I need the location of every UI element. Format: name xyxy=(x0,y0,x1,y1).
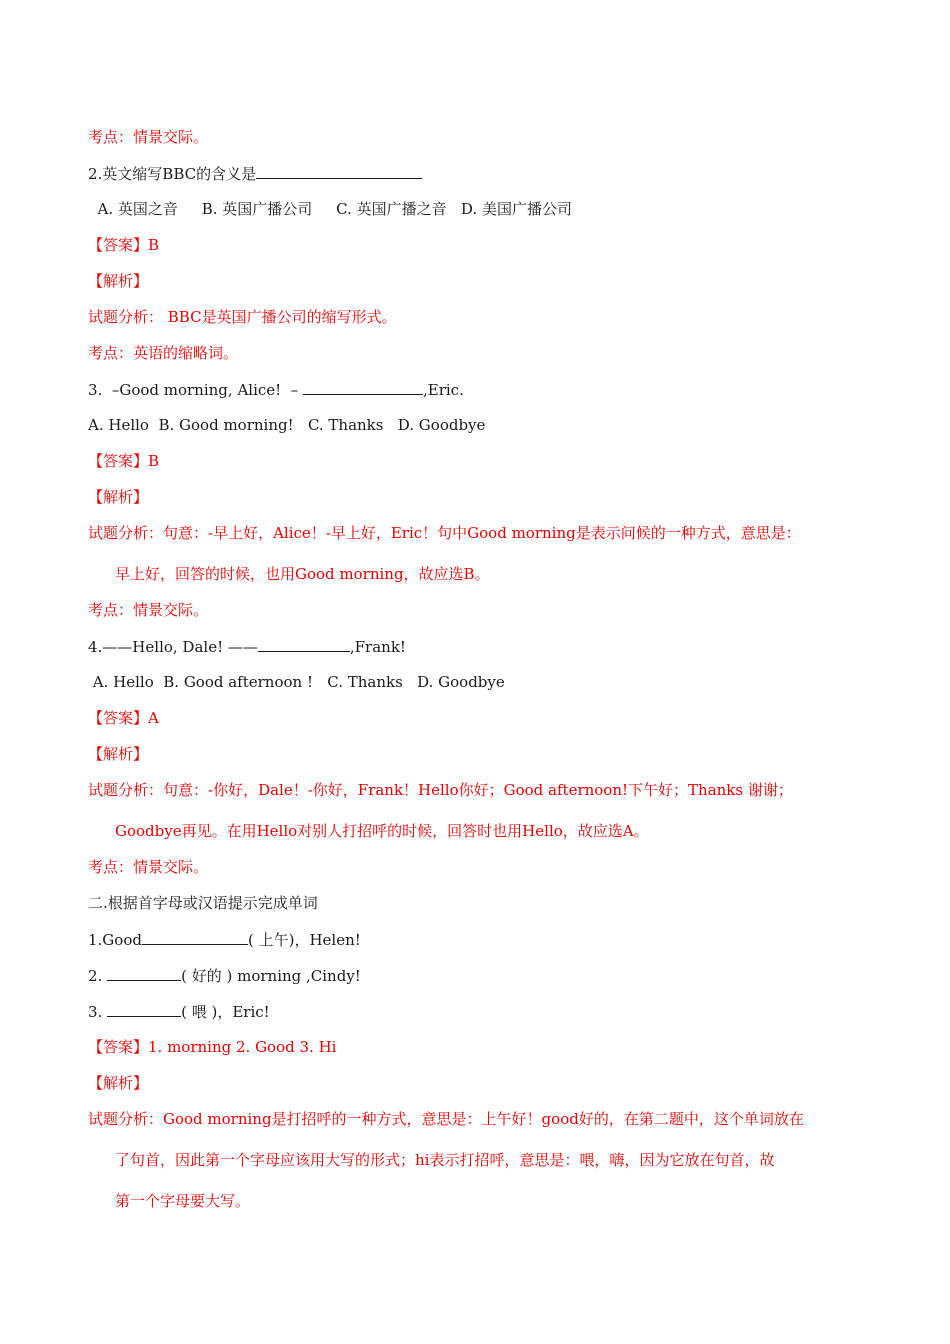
analysis-text: 试题分析： BBC是英国广播公司的缩写形式。 xyxy=(88,308,397,326)
answer-label: 【答案】1. morning 2. Good 3. Hi xyxy=(88,1038,337,1056)
analysis-text: 试题分析：句意：-你好，Dale！-你好，Frank！Hello你好；Good afternoon!下午好；Thanks 谢谢； xyxy=(88,781,793,799)
answer-blank xyxy=(107,1001,181,1017)
fill-item-3-text: 3. xyxy=(88,1003,108,1021)
question-4-text: 4.——Hello, Dale! —— xyxy=(88,638,258,656)
kaodian: 考点：英语的缩略词。 xyxy=(88,344,239,362)
fill-item-2 xyxy=(88,965,361,986)
kaodian: 考点：情景交际。 xyxy=(88,858,209,876)
answer-label: 【答案】B xyxy=(88,452,160,470)
analysis-text: 了句首，因此第一个字母应该用大写的形式；hi表示打招呼，意思是：喂，嗨，因为它放在句首，故 xyxy=(115,1151,775,1169)
question-3-text: 3. –Good morning, Alice! – xyxy=(88,381,303,399)
answer-label: 【答案】A xyxy=(88,709,159,727)
question-2-options: A. 英国之音 B. 英国广播公司 C. 英国广播之音 D. 美国广播公司 xyxy=(88,200,572,218)
fill-item-2-hint: ( 好的 ) morning ,Cindy! xyxy=(181,967,361,985)
question-4 xyxy=(88,636,406,657)
answer-label: 【答案】B xyxy=(88,236,160,254)
analysis-label: 【解析】 xyxy=(88,272,149,290)
section-2-heading: 二.根据首字母或汉语提示完成单词 xyxy=(88,894,318,912)
kaodian: 考点：情景交际。 xyxy=(88,601,209,619)
analysis-label: 【解析】 xyxy=(88,488,149,506)
question-4-options: A. Hello B. Good afternoon ! C. Thanks D. Goodbye xyxy=(88,673,505,691)
analysis-label: 【解析】 xyxy=(88,1074,149,1092)
analysis-text: 第一个字母要大写。 xyxy=(115,1192,251,1210)
fill-item-1-text: 1.Good xyxy=(88,931,142,949)
question-4-tail: ,Frank! xyxy=(349,638,406,656)
answer-blank xyxy=(107,965,181,981)
question-3-tail: ,Eric. xyxy=(422,381,464,399)
question-3 xyxy=(88,379,464,400)
analysis-text: 试题分析：Good morning是打招呼的一种方式，意思是：上午好！good好的，在第二题中，这个单词放在 xyxy=(88,1110,804,1128)
analysis-text: 试题分析：句意：-早上好，Alice！-早上好，Eric！句中Good morning是表示问候的一种方式，意思是： xyxy=(88,524,801,542)
question-2-text: 2.英文缩写BBC的含义是 xyxy=(88,165,257,183)
question-2 xyxy=(88,163,422,184)
fill-item-1-hint: ( 上午)，Helen! xyxy=(247,931,361,949)
analysis-text: Goodbye再见。在用Hello对别人打招呼的时候，回答时也用Hello，故应选A。 xyxy=(115,822,649,840)
fill-item-3-hint: ( 喂 )，Eric! xyxy=(181,1003,270,1021)
question-3-options: A. Hello B. Good morning! C. Thanks D. Goodbye xyxy=(88,416,486,434)
analysis-label: 【解析】 xyxy=(88,745,149,763)
answer-blank xyxy=(258,636,350,652)
answer-blank xyxy=(303,379,423,395)
answer-blank xyxy=(142,929,248,945)
fill-item-2-text: 2. xyxy=(88,967,108,985)
analysis-text: 早上好，回答的时候，也用Good morning，故应选B。 xyxy=(115,565,490,583)
answer-blank xyxy=(256,163,422,179)
kaodian-1: 考点：情景交际。 xyxy=(88,128,209,146)
fill-item-3 xyxy=(88,1001,270,1022)
fill-item-1 xyxy=(88,929,361,950)
